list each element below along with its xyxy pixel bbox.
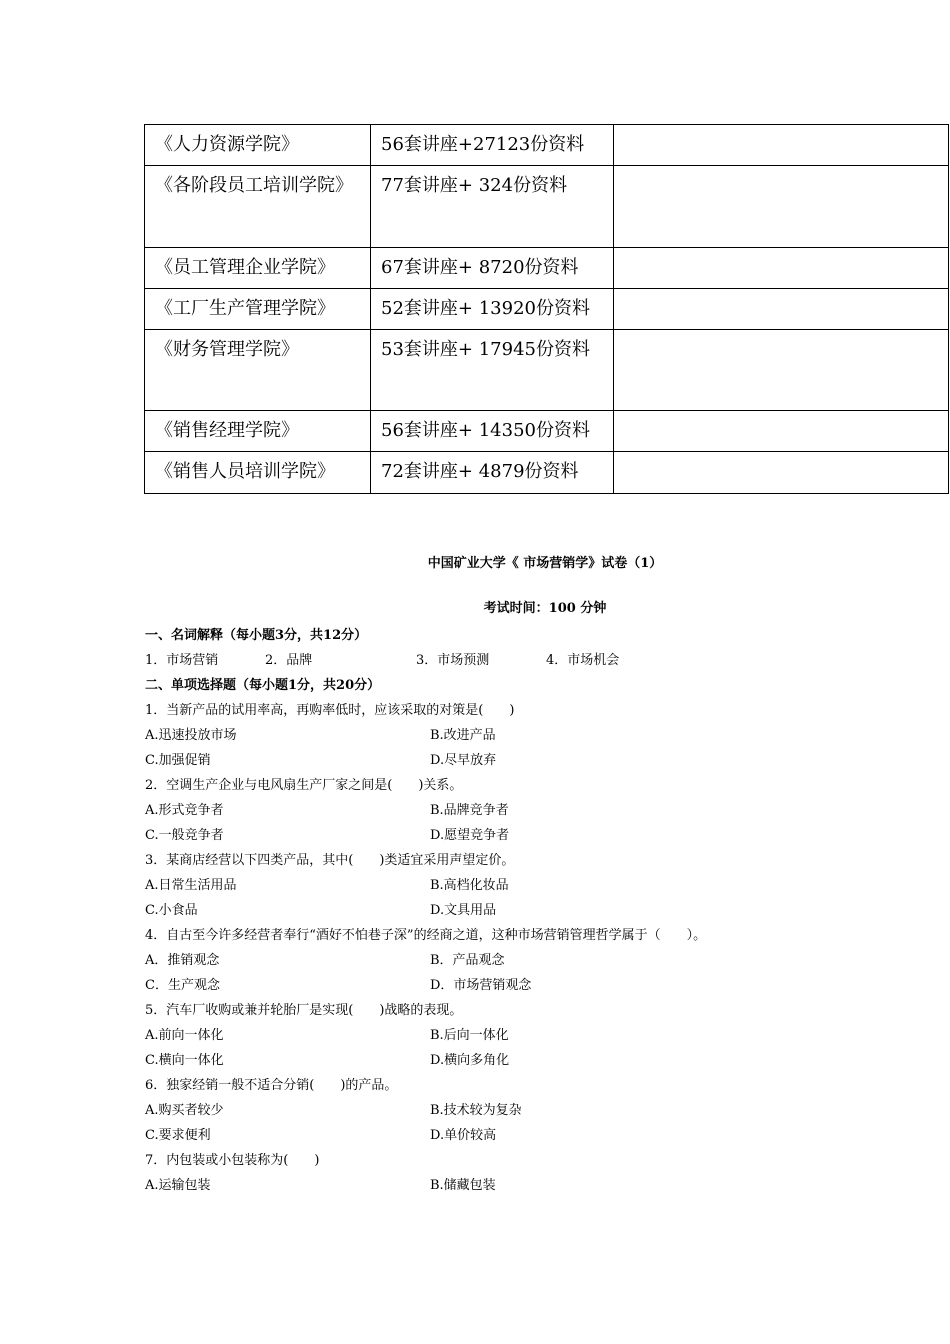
option-b: B.高档化妆品 bbox=[430, 878, 509, 893]
option-row bbox=[145, 873, 945, 898]
exam-time: 考试时间：100 分钟 bbox=[483, 601, 607, 616]
option-row bbox=[145, 823, 945, 848]
note-cell bbox=[614, 452, 949, 494]
option-row bbox=[145, 1173, 945, 1198]
option-b: B.储藏包装 bbox=[430, 1178, 496, 1193]
question-text: 5．汽车厂收购或兼并轮胎厂是实现( )战略的表现。 bbox=[145, 1003, 463, 1018]
term-item: 1．市场营销 bbox=[145, 653, 219, 668]
option-d: D．市场营销观念 bbox=[430, 978, 532, 993]
option-row bbox=[145, 973, 945, 998]
section-heading: 二、单项选择题（每小题1分，共20分） bbox=[145, 678, 381, 693]
note-cell bbox=[614, 289, 949, 330]
option-c: C.加强促销 bbox=[145, 753, 211, 768]
option-row bbox=[145, 1098, 945, 1123]
term-item: 4．市场机会 bbox=[546, 653, 620, 668]
option-b: B.改进产品 bbox=[430, 728, 496, 743]
option-c: C.要求便利 bbox=[145, 1128, 211, 1143]
option-d: D.单价较高 bbox=[430, 1128, 497, 1143]
resource-count: 56套讲座+27123份资料 bbox=[371, 125, 614, 166]
college-name: 《销售经理学院》 bbox=[145, 411, 371, 452]
question-text: 3．某商店经营以下四类产品，其中( )类适宜采用声望定价。 bbox=[145, 853, 515, 868]
note-cell bbox=[614, 330, 949, 411]
option-a: A.日常生活用品 bbox=[145, 878, 237, 893]
table-row bbox=[145, 166, 949, 248]
option-c: C.一般竞争者 bbox=[145, 828, 224, 843]
option-row bbox=[145, 1048, 945, 1073]
note-cell bbox=[614, 411, 949, 452]
note-cell bbox=[614, 166, 949, 248]
resource-count: 77套讲座+ 324份资料 bbox=[371, 166, 614, 248]
option-b: B.技术较为复杂 bbox=[430, 1103, 522, 1118]
option-a: A.购买者较少 bbox=[145, 1103, 224, 1118]
question-text: 2．空调生产企业与电风扇生产厂家之间是( )关系。 bbox=[145, 778, 463, 793]
option-a: A．推销观念 bbox=[145, 953, 220, 968]
note-cell bbox=[614, 248, 949, 289]
question-text: 4．自古至今许多经营者奉行“酒好不怕巷子深”的经商之道，这种市场营销管理哲学属于（ ）。 bbox=[145, 928, 707, 943]
term-list bbox=[145, 648, 945, 673]
table-row bbox=[145, 330, 949, 411]
question-text: 6．独家经销一般不适合分销( )的产品。 bbox=[145, 1078, 398, 1093]
option-row bbox=[145, 723, 945, 748]
table-row bbox=[145, 248, 949, 289]
option-d: D.文具用品 bbox=[430, 903, 497, 918]
college-name: 《人力资源学院》 bbox=[145, 125, 371, 166]
option-d: D.横向多角化 bbox=[430, 1053, 510, 1068]
question-text: 1．当新产品的试用率高，再购率低时，应该采取的对策是( ) bbox=[145, 703, 515, 718]
option-a: A.运输包装 bbox=[145, 1178, 211, 1193]
table-row bbox=[145, 125, 949, 166]
term-item: 2．品牌 bbox=[265, 653, 313, 668]
option-c: C．生产观念 bbox=[145, 978, 220, 993]
note-cell bbox=[614, 125, 949, 166]
option-d: D.愿望竞争者 bbox=[430, 828, 510, 843]
table-row bbox=[145, 452, 949, 494]
college-name: 《销售人员培训学院》 bbox=[145, 452, 371, 494]
option-b: B.品牌竞争者 bbox=[430, 803, 509, 818]
exam-title: 中国矿业大学《 市场营销学》试卷（1） bbox=[427, 556, 663, 571]
catalog-table bbox=[144, 124, 949, 494]
resource-count: 72套讲座+ 4879份资料 bbox=[371, 452, 614, 494]
option-a: A.形式竞争者 bbox=[145, 803, 224, 818]
resource-count: 67套讲座+ 8720份资料 bbox=[371, 248, 614, 289]
option-row bbox=[145, 898, 945, 923]
college-name: 《各阶段员工培训学院》 bbox=[145, 166, 371, 248]
exam-paper bbox=[145, 552, 945, 1198]
term-item: 3．市场预测 bbox=[416, 653, 490, 668]
option-row bbox=[145, 798, 945, 823]
resource-count: 52套讲座+ 13920份资料 bbox=[371, 289, 614, 330]
question-text: 7．内包装或小包装称为( ) bbox=[145, 1153, 320, 1168]
option-d: D.尽早放弃 bbox=[430, 753, 497, 768]
college-name: 《财务管理学院》 bbox=[145, 330, 371, 411]
option-row bbox=[145, 1023, 945, 1048]
option-row bbox=[145, 948, 945, 973]
college-name: 《员工管理企业学院》 bbox=[145, 248, 371, 289]
option-b: B．产品观念 bbox=[430, 953, 505, 968]
option-c: C.横向一体化 bbox=[145, 1053, 224, 1068]
table-row bbox=[145, 411, 949, 452]
option-row bbox=[145, 748, 945, 773]
option-a: A.迅速投放市场 bbox=[145, 728, 237, 743]
option-c: C.小食品 bbox=[145, 903, 198, 918]
resource-count: 53套讲座+ 17945份资料 bbox=[371, 330, 614, 411]
college-name: 《工厂生产管理学院》 bbox=[145, 289, 371, 330]
resource-count: 56套讲座+ 14350份资料 bbox=[371, 411, 614, 452]
section-heading: 一、名词解释（每小题3分，共12分） bbox=[145, 628, 368, 643]
option-a: A.前向一体化 bbox=[145, 1028, 224, 1043]
table-row bbox=[145, 289, 949, 330]
option-row bbox=[145, 1123, 945, 1148]
option-b: B.后向一体化 bbox=[430, 1028, 509, 1043]
